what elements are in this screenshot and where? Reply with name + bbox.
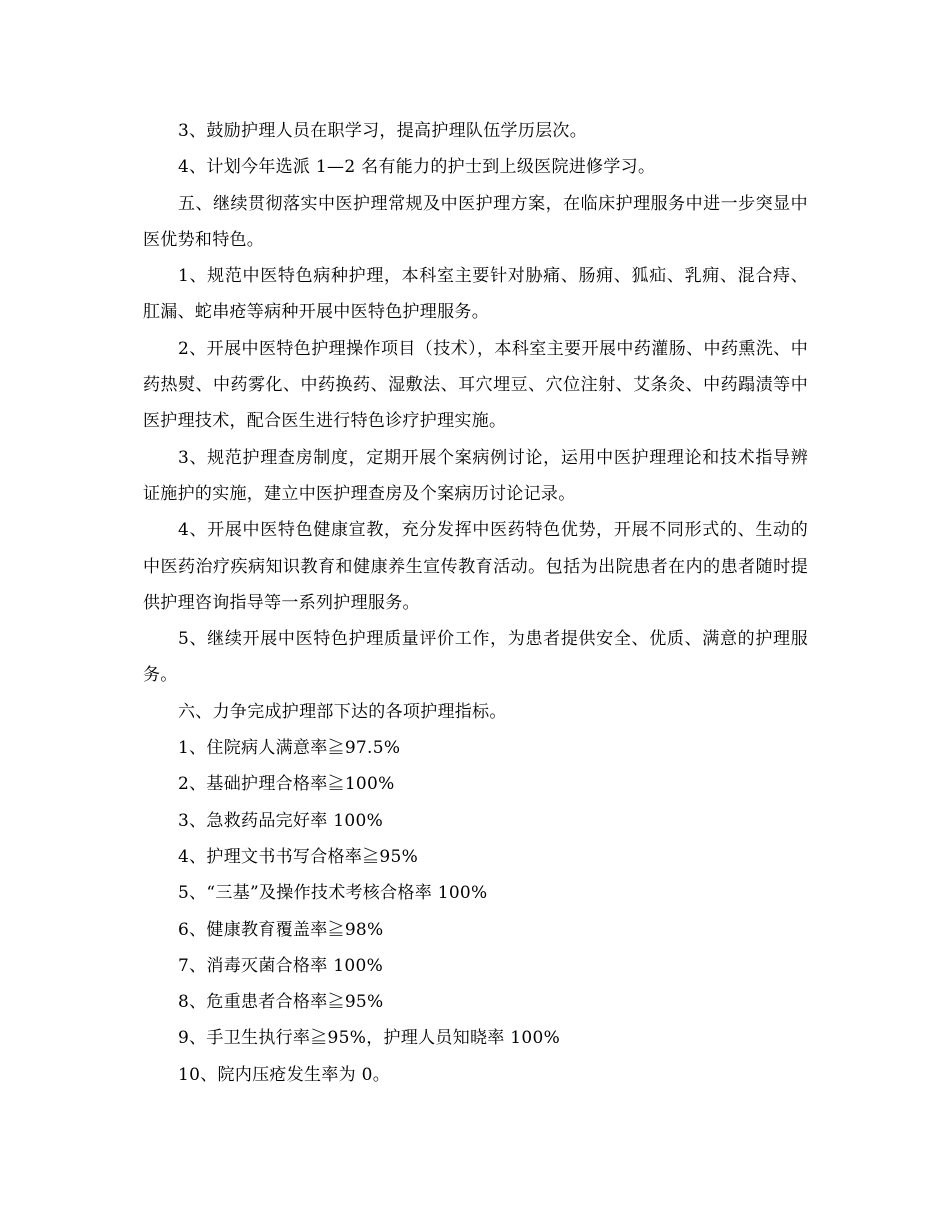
section-heading-tcm-nursing: 五、继续贯彻落实中医护理常规及中医护理方案，在临床护理服务中进一步突显中医优势和特色。 bbox=[143, 193, 808, 250]
target-item-basic-nursing: 2、基础护理合格率≧100% bbox=[178, 774, 395, 795]
target-item-critical-patients: 8、危重患者合格率≧95% bbox=[178, 992, 384, 1013]
section-heading-nursing-targets: 六、力争完成护理部下达的各项护理指标。 bbox=[178, 701, 507, 722]
paragraph-health-education: 4、开展中医特色健康宣教，充分发挥中医药特色优势，开展不同形式的、生动的中医药治疗疾病知识教育和健康养生宣传教育活动。包括为出院患者在内的患者随时提供护理咨询指导等一系列护理服务。 bbox=[143, 520, 808, 613]
paragraph-encourage-study: 3、鼓励护理人员在职学习，提高护理队伍学历层次。 bbox=[178, 121, 588, 141]
paragraph-advanced-training: 4、计划今年选派 1—2 名有能力的护士到上级医院进修学习。 bbox=[178, 157, 656, 178]
paragraph-ward-rounds: 3、规范护理查房制度，定期开展个案病例讨论，运用中医护理理论和技术指导辨证施护的实施，建立中医护理查房及个案病历讨论记录。 bbox=[143, 447, 808, 504]
target-item-nursing-documents: 4、护理文书书写合格率≧95% bbox=[178, 846, 419, 867]
target-item-health-education: 6、健康教育覆盖率≧98% bbox=[178, 919, 384, 940]
target-item-hand-hygiene: 9、手卫生执行率≧95%，护理人员知晓率 100% bbox=[178, 1028, 561, 1049]
paragraph-tcm-disease-nursing: 1、规范中医特色病种护理，本科室主要针对胁痛、肠痈、狐疝、乳痈、混合痔、肛漏、蛇串疮等病种开展中医特色护理服务。 bbox=[143, 266, 808, 323]
paragraph-quality-evaluation: 5、继续开展中医特色护理质量评价工作，为患者提供安全、优质、满意的护理服务。 bbox=[143, 629, 808, 686]
target-item-pressure-sores: 10、院内压疮发生率为 0。 bbox=[178, 1064, 391, 1085]
target-item-three-basics: 5、“三基”及操作技术考核合格率 100% bbox=[178, 883, 488, 904]
target-item-patient-satisfaction: 1、住院病人满意率≧97.5% bbox=[178, 738, 401, 759]
target-item-disinfection: 7、消毒灭菌合格率 100% bbox=[178, 955, 384, 976]
target-item-emergency-drugs: 3、急救药品完好率 100% bbox=[178, 810, 384, 831]
paragraph-tcm-techniques: 2、开展中医特色护理操作项目（技术），本科室主要开展中药灌肠、中药熏洗、中药热熨、中药雾化、中药换药、湿敷法、耳穴埋豆、穴位注射、艾条灸、中药蹋渍等中医护理技术，配合医生进行特色诊疗护理实施。 bbox=[143, 338, 808, 432]
document-body bbox=[143, 113, 808, 1093]
